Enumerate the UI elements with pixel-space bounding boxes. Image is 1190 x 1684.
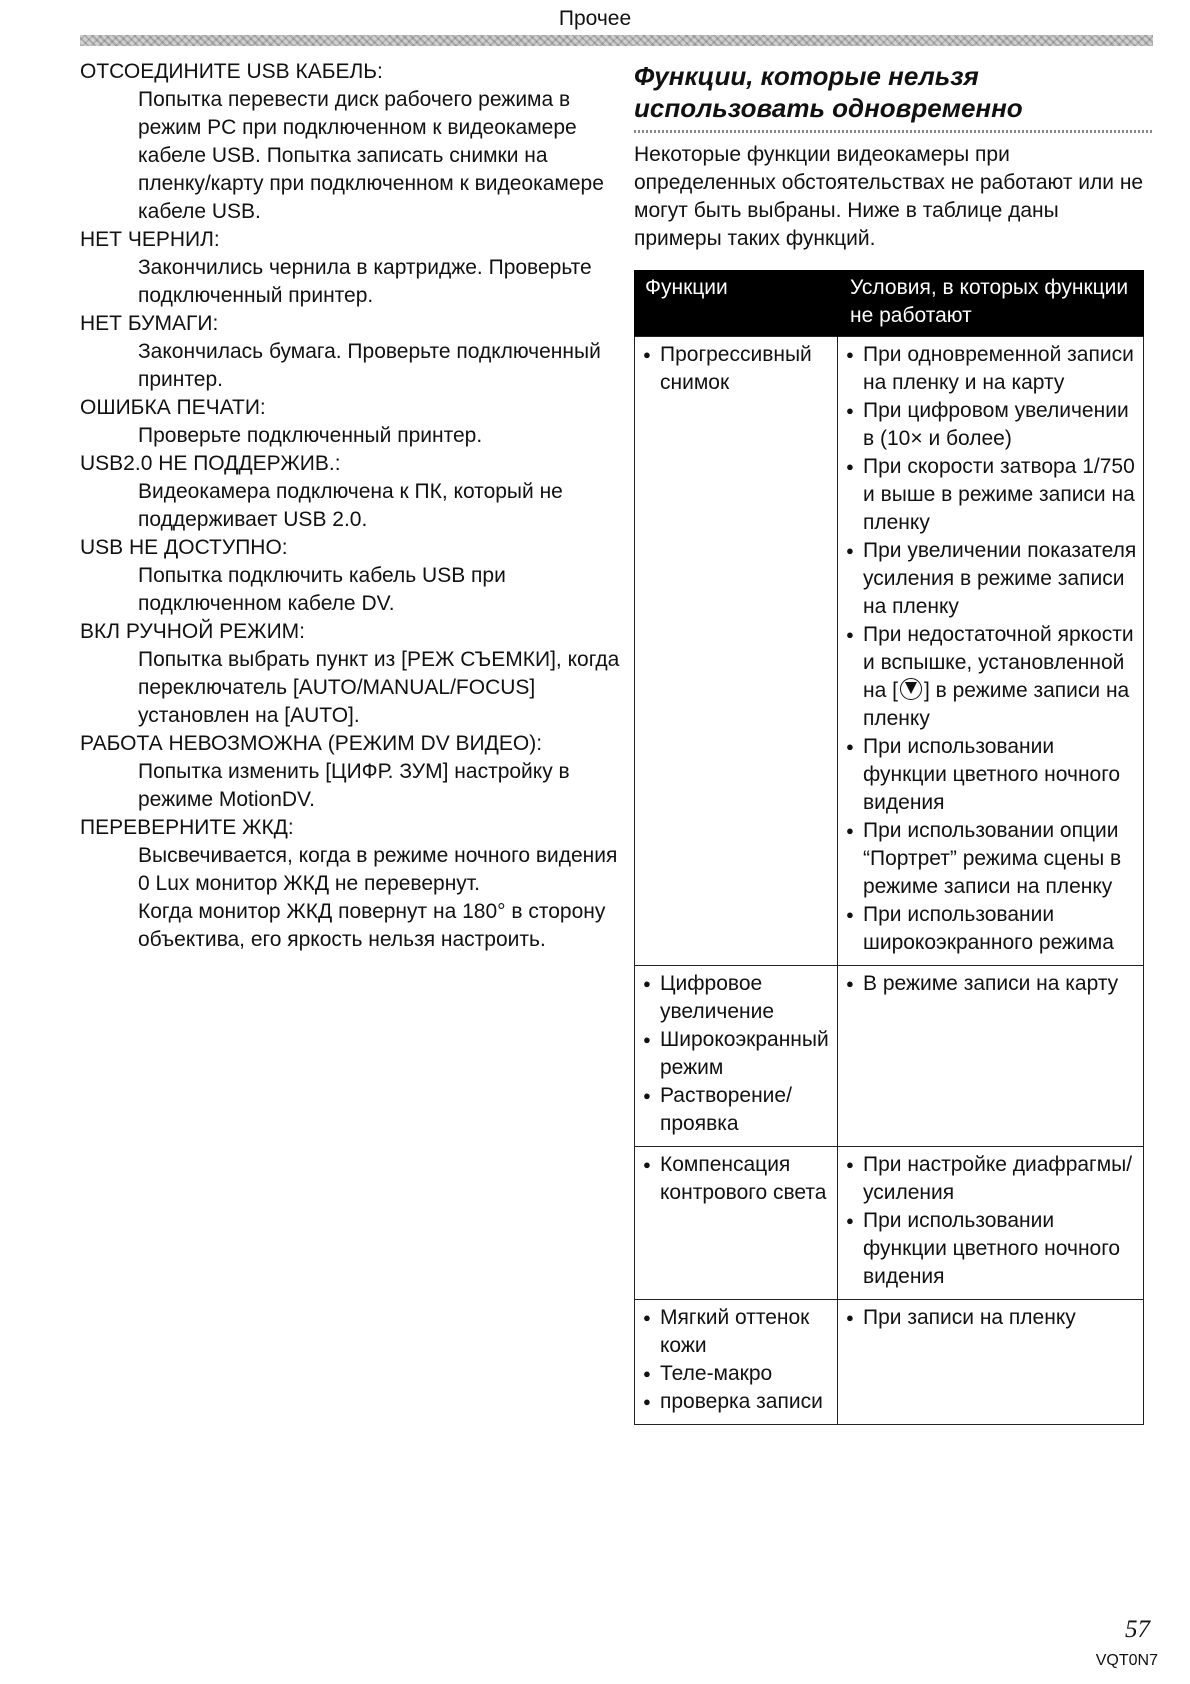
message-description: Попытка изменить [ЦИФР. ЗУМ] настройку в режиме MotionDV. — [138, 760, 570, 811]
section-header: Прочее — [558, 7, 632, 30]
function-item: ● проверка записи — [643, 1388, 833, 1416]
table-row — [635, 337, 1144, 966]
message-title: ОШИБКА ПЕЧАТИ: — [80, 396, 266, 419]
message-title: ВКЛ РУЧНОЙ РЕЖИМ: — [80, 620, 305, 643]
condition-item: ● При использовании функции цветного ночного видения — [846, 1207, 1139, 1291]
condition-text: При недостаточной яркости и вспышке, установленной на [ — [863, 623, 1134, 702]
message-entry — [80, 394, 620, 450]
document-code: VQT0N7 — [1095, 1652, 1158, 1669]
message-description: Попытка подключить кабель USB при подключенном кабеле DV. — [138, 564, 506, 615]
function-item: ● Теле-макро — [643, 1360, 833, 1388]
condition-item: ● При настройке диафрагмы/усиления — [846, 1151, 1139, 1207]
section-intro: Некоторые функции видеокамеры при определенных обстоятельствах не работают или не могут быть выбраны. Ниже в таблице даны примеры таких функций. — [634, 143, 1144, 250]
message-title: ПЕРЕВЕРНИТЕ ЖКД: — [80, 816, 294, 839]
table-row — [635, 1147, 1144, 1300]
message-description: Закончились чернила в картридже. Проверьте подключенный принтер. — [138, 256, 592, 307]
functions-cell — [635, 1300, 838, 1425]
conditions-cell — [838, 337, 1144, 966]
message-entry — [80, 814, 620, 954]
condition-item: ● При записи на пленку — [846, 1304, 1139, 1332]
function-item: ● Компенсация контрового света — [643, 1151, 833, 1207]
message-description: Закончилась бумага. Проверьте подключенный принтер. — [138, 340, 601, 391]
condition-item: ● При скорости затвора 1/750 и выше в режиме записи на пленку — [846, 453, 1139, 537]
message-description: Попытка перевести диск рабочего режима в режим PC при подключенном к видеокамере кабеле USB. Попытка записать снимки на пленку/карту при подключенном к видеокамере кабеле USB. — [138, 88, 604, 223]
conditions-cell — [838, 1147, 1144, 1300]
function-item: ● Широкоэкранный режим — [643, 1026, 833, 1082]
message-title: НЕТ ЧЕРНИЛ: — [80, 228, 220, 251]
flash-off-icon — [900, 678, 922, 700]
condition-item: ● При одновременной записи на пленку и на карту — [846, 341, 1139, 397]
message-entry — [80, 618, 620, 730]
message-title: USB2.0 НЕ ПОДДЕРЖИВ.: — [80, 452, 341, 475]
table-row — [635, 966, 1144, 1147]
condition-item: ● При использовании широкоэкранного режима — [846, 901, 1139, 957]
section-title: Функции, которые нельзя использовать одновременно — [634, 61, 1023, 123]
message-description: Когда монитор ЖКД повернут на 180° в сторону объектива, его яркость нельзя настроить. — [138, 900, 606, 951]
message-list — [80, 58, 620, 954]
condition-item: ● При цифровом увеличении в (10× и более) — [846, 397, 1139, 453]
conditions-cell — [838, 966, 1144, 1147]
functions-table — [634, 270, 1144, 1425]
message-title: НЕТ БУМАГИ: — [80, 312, 219, 335]
functions-cell — [635, 966, 838, 1147]
condition-text: ] в режиме записи на пленку — [863, 679, 1130, 730]
conditions-cell — [838, 1300, 1144, 1425]
message-description: Видеокамера подключена к ПК, который не поддерживает USB 2.0. — [138, 480, 563, 531]
message-entry — [80, 534, 620, 618]
message-entry — [80, 450, 620, 534]
table-header-row — [635, 270, 1144, 337]
condition-item: ● При использовании функции цветного ночного видения — [846, 733, 1139, 817]
table-row — [635, 1300, 1144, 1425]
message-entry — [80, 226, 620, 310]
function-item: ● Цифровое увеличение — [643, 970, 833, 1026]
message-description: Высвечивается, когда в режиме ночного видения 0 Lux монитор ЖКД не перевернут. — [138, 844, 618, 895]
functions-cell — [635, 337, 838, 966]
message-entry — [80, 730, 620, 814]
message-entry — [80, 310, 620, 394]
message-description: Попытка выбрать пункт из [РЕЖ СЪЕМКИ], когда переключатель [AUTO/MANUAL/FOCUS] установлен на [AUTO]. — [138, 648, 620, 727]
functions-section — [634, 58, 1152, 253]
title-underline — [634, 130, 1152, 133]
message-entry — [80, 58, 620, 226]
column-header-conditions: Условия, в которых функции не работают — [838, 270, 1144, 337]
condition-item: ● При использовании опции “Портрет” режима сцены в режиме записи на пленку — [846, 817, 1139, 901]
page-number: 57 — [1125, 1616, 1150, 1643]
function-item: ● Прогрессивный снимок — [643, 341, 833, 397]
header-divider-bar — [80, 35, 1153, 46]
message-description: Проверьте подключенный принтер. — [138, 424, 483, 447]
condition-item: ● При увеличении показателя усиления в режиме записи на пленку — [846, 537, 1139, 621]
message-title: РАБОТА НЕВОЗМОЖНА (РЕЖИМ DV ВИДЕО): — [80, 732, 543, 755]
message-title: USB НЕ ДОСТУПНО: — [80, 536, 288, 559]
message-title: ОТСОЕДИНИТЕ USB КАБЕЛЬ: — [80, 60, 383, 83]
condition-item — [846, 621, 1139, 733]
function-item: ● Мягкий оттенок кожи — [643, 1304, 833, 1360]
column-header-functions: Функции — [635, 270, 838, 337]
function-item: ● Растворение/проявка — [643, 1082, 833, 1138]
condition-item: ● В режиме записи на карту — [846, 970, 1139, 998]
functions-cell — [635, 1147, 838, 1300]
